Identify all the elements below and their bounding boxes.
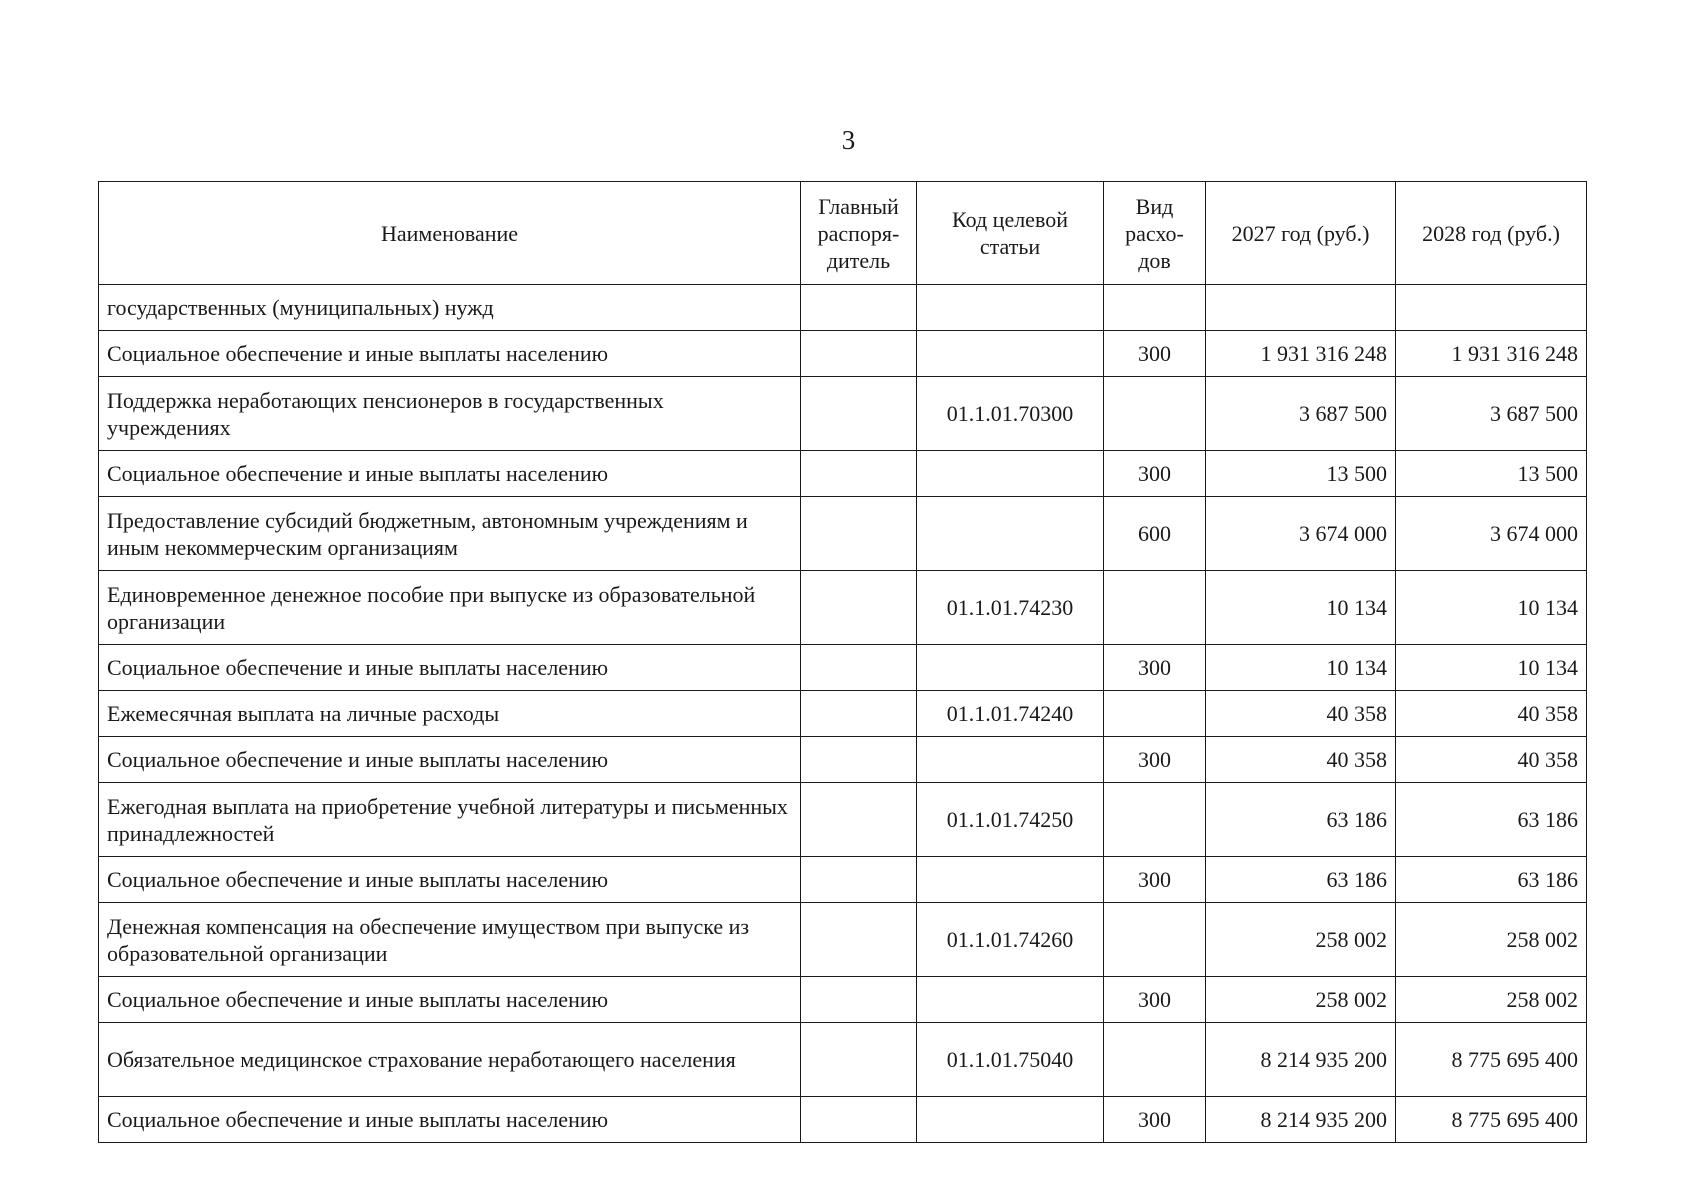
cell-kind: 300 xyxy=(1104,857,1206,903)
cell-code xyxy=(917,1097,1104,1143)
cell-manager xyxy=(801,783,917,857)
cell-code: 01.1.01.74250 xyxy=(917,783,1104,857)
cell-manager xyxy=(801,377,917,451)
cell-code xyxy=(917,331,1104,377)
cell-manager xyxy=(801,1097,917,1143)
table-row xyxy=(99,737,1587,783)
cell-kind: 300 xyxy=(1104,331,1206,377)
table-row xyxy=(99,571,1587,645)
cell-name: Социальное обеспечение и иные выплаты населению xyxy=(99,451,801,497)
cell-code xyxy=(917,645,1104,691)
cell-manager xyxy=(801,285,917,331)
cell-name: Социальное обеспечение и иные выплаты населению xyxy=(99,1097,801,1143)
cell-2028: 40 358 xyxy=(1396,691,1587,737)
table-row xyxy=(99,691,1587,737)
cell-code xyxy=(917,285,1104,331)
cell-name: Предоставление субсидий бюджетным, автономным учреждениям и иным некоммерческим организациям xyxy=(99,497,801,571)
cell-2028: 10 134 xyxy=(1396,571,1587,645)
cell-name: государственных (муниципальных) нужд xyxy=(99,285,801,331)
cell-code: 01.1.01.74230 xyxy=(917,571,1104,645)
cell-2028 xyxy=(1396,285,1587,331)
cell-2027: 40 358 xyxy=(1206,691,1396,737)
table-row xyxy=(99,903,1587,977)
header-manager: Главный распоря-дитель xyxy=(801,182,917,285)
cell-code: 01.1.01.70300 xyxy=(917,377,1104,451)
cell-2028: 258 002 xyxy=(1396,977,1587,1023)
cell-kind: 300 xyxy=(1104,737,1206,783)
cell-kind xyxy=(1104,783,1206,857)
cell-2028: 40 358 xyxy=(1396,737,1587,783)
cell-2028: 8 775 695 400 xyxy=(1396,1097,1587,1143)
cell-manager xyxy=(801,1023,917,1097)
table-row xyxy=(99,977,1587,1023)
cell-manager xyxy=(801,571,917,645)
cell-2027: 10 134 xyxy=(1206,571,1396,645)
cell-kind: 300 xyxy=(1104,645,1206,691)
cell-manager xyxy=(801,857,917,903)
cell-code xyxy=(917,857,1104,903)
table-row xyxy=(99,1023,1587,1097)
cell-kind xyxy=(1104,691,1206,737)
cell-2027: 40 358 xyxy=(1206,737,1396,783)
cell-name: Ежегодная выплата на приобретение учебной литературы и письменных принадлежностей xyxy=(99,783,801,857)
cell-2028: 258 002 xyxy=(1396,903,1587,977)
table-row xyxy=(99,331,1587,377)
table-row xyxy=(99,783,1587,857)
table-row xyxy=(99,1097,1587,1143)
cell-kind: 300 xyxy=(1104,977,1206,1023)
cell-name: Социальное обеспечение и иные выплаты населению xyxy=(99,977,801,1023)
cell-2028: 3 674 000 xyxy=(1396,497,1587,571)
table-row xyxy=(99,497,1587,571)
cell-code xyxy=(917,737,1104,783)
cell-2028: 10 134 xyxy=(1396,645,1587,691)
cell-2027: 258 002 xyxy=(1206,903,1396,977)
cell-kind xyxy=(1104,571,1206,645)
header-2028: 2028 год (руб.) xyxy=(1396,182,1587,285)
cell-kind xyxy=(1104,1023,1206,1097)
header-2027: 2027 год (руб.) xyxy=(1206,182,1396,285)
cell-code xyxy=(917,497,1104,571)
page-number: 3 xyxy=(841,125,856,155)
cell-name: Социальное обеспечение и иные выплаты населению xyxy=(99,737,801,783)
table-row xyxy=(99,285,1587,331)
cell-name: Социальное обеспечение и иные выплаты населению xyxy=(99,645,801,691)
cell-2027: 63 186 xyxy=(1206,857,1396,903)
table-row xyxy=(99,645,1587,691)
cell-2027 xyxy=(1206,285,1396,331)
cell-2028: 3 687 500 xyxy=(1396,377,1587,451)
cell-2028: 13 500 xyxy=(1396,451,1587,497)
cell-code xyxy=(917,977,1104,1023)
cell-name: Поддержка неработающих пенсионеров в государственных учреждениях xyxy=(99,377,801,451)
table-row xyxy=(99,857,1587,903)
cell-2027: 3 687 500 xyxy=(1206,377,1396,451)
cell-2027: 8 214 935 200 xyxy=(1206,1097,1396,1143)
cell-name: Ежемесячная выплата на личные расходы xyxy=(99,691,801,737)
cell-manager xyxy=(801,737,917,783)
cell-kind: 600 xyxy=(1104,497,1206,571)
cell-name: Обязательное медицинское страхование неработающего населения xyxy=(99,1023,801,1097)
header-code: Код целевой статьи xyxy=(917,182,1104,285)
budget-table xyxy=(98,181,1587,1143)
table-header-row xyxy=(99,182,1587,285)
table-row xyxy=(99,451,1587,497)
cell-kind xyxy=(1104,285,1206,331)
cell-kind: 300 xyxy=(1104,451,1206,497)
cell-kind xyxy=(1104,903,1206,977)
cell-name: Единовременное денежное пособие при выпуске из образовательной организации xyxy=(99,571,801,645)
header-kind: Вид расхо-дов xyxy=(1104,182,1206,285)
cell-2028: 1 931 316 248 xyxy=(1396,331,1587,377)
cell-code xyxy=(917,451,1104,497)
cell-name: Социальное обеспечение и иные выплаты населению xyxy=(99,857,801,903)
cell-2027: 63 186 xyxy=(1206,783,1396,857)
header-name: Наименование xyxy=(99,182,801,285)
cell-code: 01.1.01.74240 xyxy=(917,691,1104,737)
cell-2028: 63 186 xyxy=(1396,857,1587,903)
cell-2027: 10 134 xyxy=(1206,645,1396,691)
cell-name: Денежная компенсация на обеспечение имуществом при выпуске из образовательной организации xyxy=(99,903,801,977)
cell-kind: 300 xyxy=(1104,1097,1206,1143)
cell-kind xyxy=(1104,377,1206,451)
cell-2028: 8 775 695 400 xyxy=(1396,1023,1587,1097)
cell-2027: 3 674 000 xyxy=(1206,497,1396,571)
cell-name: Социальное обеспечение и иные выплаты населению xyxy=(99,331,801,377)
cell-2028: 63 186 xyxy=(1396,783,1587,857)
table-row xyxy=(99,377,1587,451)
cell-2027: 1 931 316 248 xyxy=(1206,331,1396,377)
cell-manager xyxy=(801,645,917,691)
cell-2027: 13 500 xyxy=(1206,451,1396,497)
cell-manager xyxy=(801,977,917,1023)
cell-code: 01.1.01.74260 xyxy=(917,903,1104,977)
cell-manager xyxy=(801,903,917,977)
cell-manager xyxy=(801,497,917,571)
cell-manager xyxy=(801,331,917,377)
cell-manager xyxy=(801,691,917,737)
cell-2027: 258 002 xyxy=(1206,977,1396,1023)
cell-code: 01.1.01.75040 xyxy=(917,1023,1104,1097)
cell-manager xyxy=(801,451,917,497)
cell-2027: 8 214 935 200 xyxy=(1206,1023,1396,1097)
